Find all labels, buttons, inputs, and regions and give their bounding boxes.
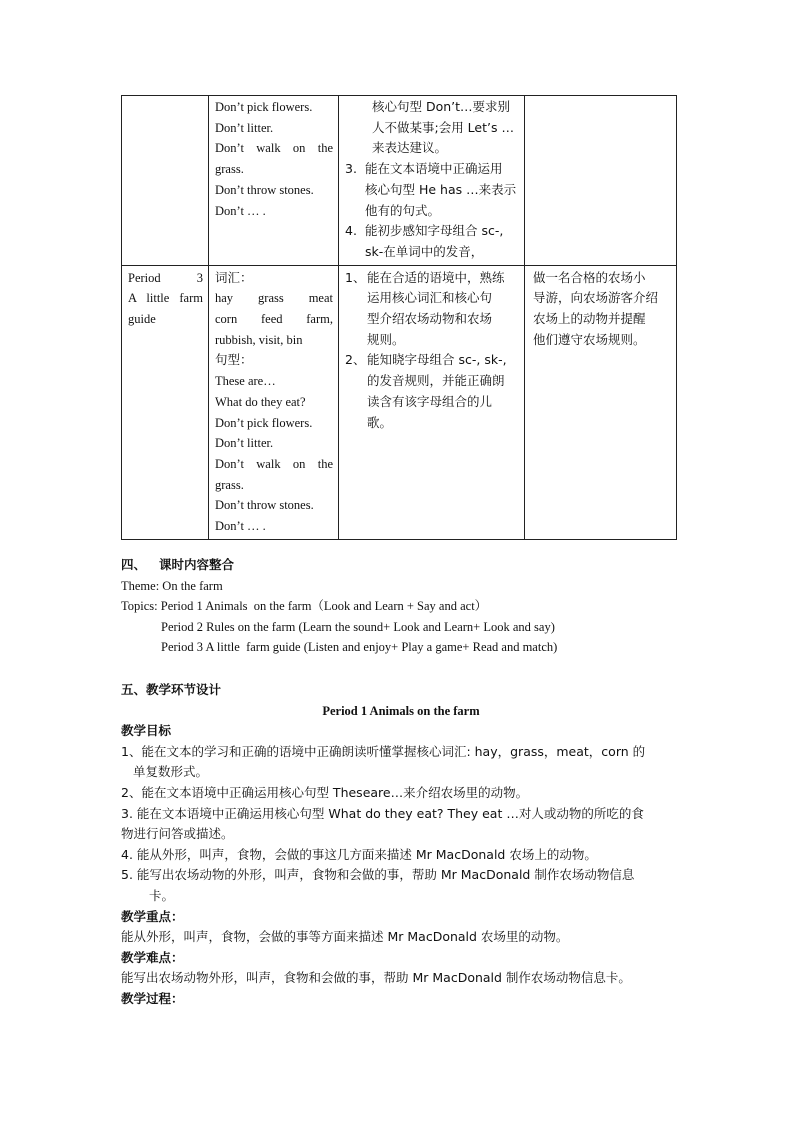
- content-cell: [209, 265, 339, 539]
- item-number: 3.: [345, 161, 357, 177]
- list-item: [345, 221, 519, 242]
- objective-line: 能初步感知字母组合 sc-,: [365, 223, 504, 239]
- sentence-line: Don’t throw stones.: [215, 498, 314, 513]
- period-label: Period 3: [128, 270, 203, 285]
- sentence-line: What do they eat?: [215, 394, 306, 409]
- objective-line: 规则。: [367, 331, 405, 347]
- vocab-heading: 词汇：: [215, 269, 253, 285]
- sentence-line: Don’t … .: [215, 203, 266, 218]
- goal-line: 4. 能从外形，叫声，食物，会做的事这几方面来描述 Mr MacDonald 农场上的动物。: [121, 846, 597, 862]
- sentence-line: These are…: [215, 374, 276, 389]
- task-cell: [525, 265, 677, 539]
- objective-line: 的发音规则，并能正确朗: [367, 373, 505, 389]
- difficulty-text: 能写出农场动物外形，叫声，食物和会做的事，帮助 Mr MacDonald 制作农场动物信息卡。: [121, 970, 631, 986]
- objectives-cell: [339, 96, 525, 266]
- goal-line: 卡。: [149, 887, 175, 903]
- objective-line: sk-在单词中的发音，: [365, 243, 484, 259]
- period-cell: [122, 96, 209, 266]
- task-line: 他们遵守农场规则。: [533, 331, 646, 347]
- period-title: guide: [128, 312, 156, 327]
- section-heading: 五、教学环节设计: [121, 682, 222, 697]
- objective-line: 歌。: [367, 414, 393, 430]
- table-row: [122, 265, 677, 539]
- vocab-line: hay grass meat: [215, 291, 333, 306]
- period-title: A little farm: [128, 291, 203, 306]
- objective-line: 核心句型 He has …来表示: [365, 181, 517, 197]
- list-item: [345, 268, 519, 289]
- sentence-line: Don’t pick flowers.: [215, 100, 313, 114]
- section-5: [121, 680, 681, 1010]
- item-number: 1、: [345, 269, 366, 285]
- section-heading: 四、 课时内容整合: [121, 557, 235, 572]
- objective-line: 人不做某事;会用 Let’s …: [372, 119, 514, 135]
- vocab-line: rubbish, visit, bin: [215, 332, 303, 347]
- goal-line: 单复数形式。: [133, 764, 209, 780]
- objective-line: 能在文本语境中正确运用: [365, 161, 503, 177]
- pattern-heading: 句型：: [215, 352, 253, 368]
- topics-line: Period 3 A little farm guide (Listen and enjoy+ Play a game+ Read and match): [161, 640, 558, 655]
- objective-line: 型介绍农场动物和农场: [367, 311, 493, 327]
- topics-line: Period 2 Rules on the farm (Learn the sound+ Look and Learn+ Look and say): [161, 619, 555, 634]
- task-cell: [525, 96, 677, 266]
- item-number: 2、: [345, 352, 366, 368]
- period-cell: [122, 265, 209, 539]
- goal-line: 1、能在文本的学习和正确的语境中正确朗读听懂掌握核心词汇: hay，grass，meat，corn 的: [121, 743, 646, 759]
- task-line: 导游，向农场游客介绍: [533, 290, 659, 306]
- sentence-line: Don’t litter.: [215, 436, 274, 451]
- table-row: [122, 96, 677, 266]
- sentence-line: Don’t throw stones.: [215, 182, 314, 197]
- vocab-line: corn feed farm,: [215, 312, 333, 327]
- period-heading: Period 1 Animals on the farm: [322, 703, 480, 718]
- sentence-line: Don’t litter.: [215, 120, 274, 135]
- sentence-line: Don’t walk on the: [215, 456, 333, 471]
- key-text: 能从外形，叫声，食物，会做的事等方面来描述 Mr MacDonald 农场里的动物。: [121, 929, 569, 945]
- list-item: [345, 350, 519, 371]
- objective-line: 运用核心词汇和核心句: [367, 290, 493, 306]
- objective-line: 来表达建议。: [372, 140, 448, 156]
- goal-line: 3. 能在文本语境中正确运用核心句型 What do they eat? They eat …对人或动物的所吃的食: [121, 805, 644, 821]
- process-heading: 教学过程：: [121, 990, 184, 1006]
- list-item: [345, 159, 519, 180]
- task-line: 做一名合格的农场小: [533, 269, 646, 285]
- objective-line: 能在合适的语境中，熟练: [367, 269, 505, 285]
- objective-line: 读含有该字母组合的儿: [367, 393, 493, 409]
- key-heading: 教学重点：: [121, 908, 184, 924]
- lesson-plan-table: [121, 95, 677, 540]
- sentence-line: grass.: [215, 477, 244, 492]
- task-line: 农场上的动物并提醒: [533, 311, 646, 327]
- objectives-cell: [339, 265, 525, 539]
- goal-line: 物进行问答或描述。: [121, 826, 234, 842]
- theme-line: Theme: On the farm: [121, 578, 223, 593]
- content-cell: [209, 96, 339, 266]
- sentence-line: Don’t walk on the: [215, 141, 333, 156]
- objective-line: 他有的句式。: [365, 202, 441, 218]
- section-4: [121, 555, 681, 658]
- difficulty-heading: 教学难点：: [121, 949, 184, 965]
- goals-heading: 教学目标: [121, 723, 172, 739]
- goal-line: 2、能在文本语境中正确运用核心句型 Theseare…来介绍农场里的动物。: [121, 784, 529, 800]
- objective-line: 能知晓字母组合 sc-, sk-,: [367, 352, 507, 368]
- sentence-line: Don’t … .: [215, 519, 266, 534]
- sentence-line: grass.: [215, 162, 244, 177]
- goal-line: 5. 能写出农场动物的外形，叫声，食物和会做的事，帮助 Mr MacDonald 制作农场动物信息: [121, 867, 635, 883]
- objective-line: 核心句型 Don’t…要求别: [372, 99, 511, 114]
- topics-line: Topics: Period 1 Animals on the farm（Look and Learn + Say and act）: [121, 599, 488, 614]
- item-number: 4.: [345, 223, 357, 239]
- sentence-line: Don’t pick flowers.: [215, 415, 313, 430]
